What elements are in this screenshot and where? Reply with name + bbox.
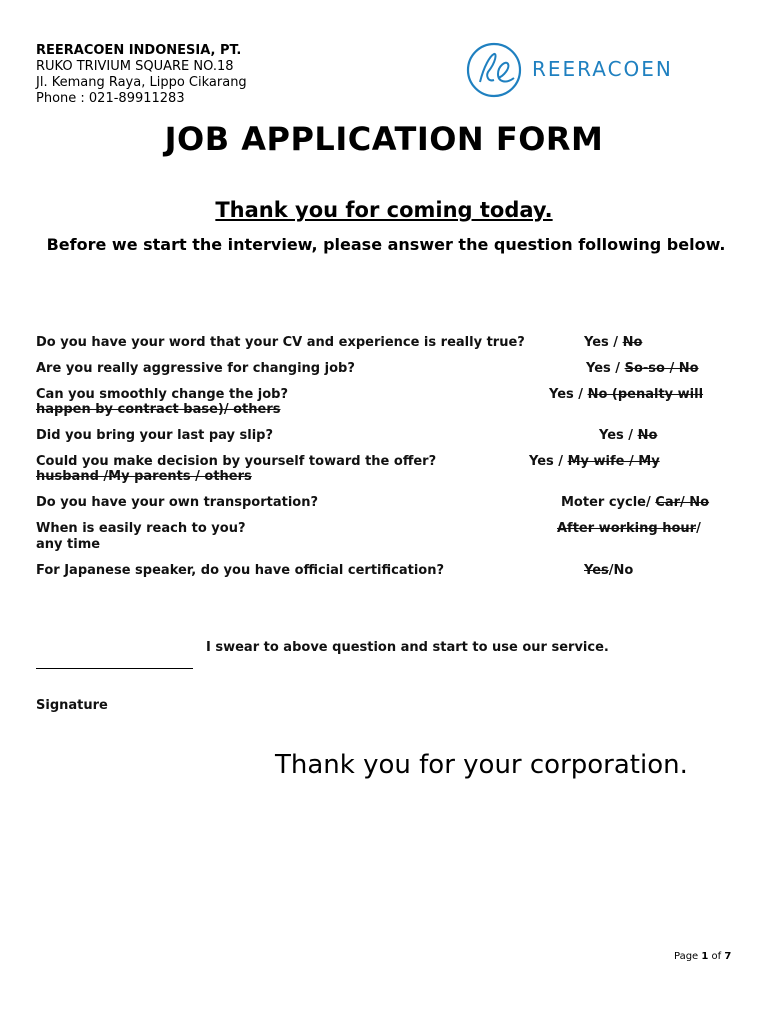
address-line-2: Jl. Kemang Raya, Lippo Cikarang	[36, 75, 247, 90]
signature-label: Signature	[36, 698, 108, 713]
answer-3: Yes / No (penalty will	[549, 387, 704, 402]
answer-1: Yes / No	[584, 335, 643, 350]
page-title: JOB APPLICATION FORM	[164, 120, 604, 158]
thanks-heading: Thank you for coming today.	[215, 198, 553, 222]
address-line-1: RUKO TRIVIUM SQUARE NO.18	[36, 59, 234, 74]
answer-5-continued: husband /My parents / others	[36, 469, 252, 484]
question-5: Could you make decision by yourself toward the offer?	[36, 454, 437, 469]
question-2: Are you really aggressive for changing job?	[36, 361, 355, 376]
logo-wordmark: REERACOEN	[532, 57, 673, 81]
answer-2: Yes / So-so / No	[586, 361, 699, 376]
answer-5: Yes / My wife / My	[529, 454, 660, 469]
answer-6: Moter cycle/ Car/ No	[561, 495, 710, 510]
phone-number: Phone : 021-89911283	[36, 91, 185, 106]
question-1: Do you have your word that your CV and experience is really true?	[36, 335, 525, 350]
question-8: For Japanese speaker, do you have official certification?	[36, 563, 445, 578]
answer-8: Yes/No	[584, 563, 634, 578]
answer-4: Yes / No	[599, 428, 658, 443]
question-4: Did you bring your last pay slip?	[36, 428, 274, 443]
answer-7-continued: any time	[36, 537, 101, 552]
intro-text: Before we start the interview, please answer the question following below.	[46, 235, 726, 254]
question-3: Can you smoothly change the job?	[36, 387, 289, 402]
company-name: REERACOEN INDONESIA, PT.	[36, 43, 242, 58]
page-number: Page 1 of 7	[674, 951, 732, 962]
oath-statement: I swear to above question and start to use our service.	[206, 640, 609, 655]
answer-3-continued: happen by contract base)/ others	[36, 402, 281, 417]
answer-7: After working hour/	[557, 521, 701, 536]
question-7: When is easily reach to you?	[36, 521, 246, 536]
closing-message: Thank you for your corporation.	[275, 750, 688, 780]
signature-line	[36, 668, 193, 669]
question-6: Do you have your own transportation?	[36, 495, 319, 510]
